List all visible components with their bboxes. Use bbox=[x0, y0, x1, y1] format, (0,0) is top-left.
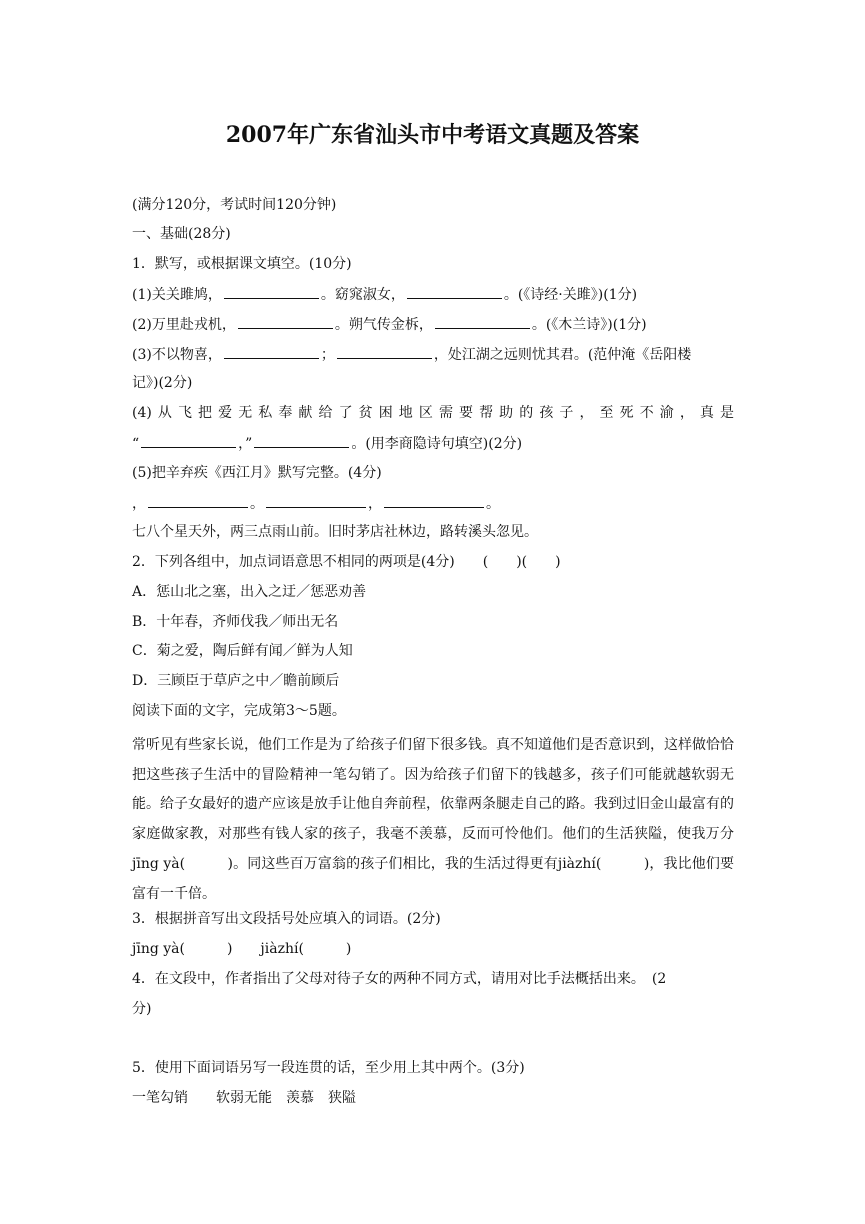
fill-blank[interactable] bbox=[384, 493, 484, 508]
text-segment: “ bbox=[132, 436, 140, 452]
text-segment: 。(《木兰诗》)(1分) bbox=[531, 317, 647, 333]
text-segment: ， bbox=[132, 496, 146, 512]
question-5-stem: 5．使用下面词语另写一段连贯的话，至少用上其中两个。(3分) bbox=[132, 1060, 525, 1076]
question-1-part-4-cont bbox=[132, 433, 734, 454]
exam-intro: (满分120分，考试时间120分钟) bbox=[132, 197, 337, 213]
text-segment: ， bbox=[368, 496, 382, 512]
text-segment: 。窈窕淑女， bbox=[320, 287, 405, 303]
question-1-part-1 bbox=[132, 284, 734, 305]
question-2-stem: 2．下列各组中，加点词语意思不相同的两项是(4分) ( )( ) bbox=[132, 554, 561, 570]
text-segment: 。 bbox=[486, 496, 500, 512]
text-segment: 。(用李商隐诗句填空)(2分) bbox=[351, 436, 523, 452]
fill-blank[interactable] bbox=[254, 433, 349, 448]
question-1-part-2 bbox=[132, 314, 734, 335]
question-1-part-5-blanks bbox=[132, 493, 734, 514]
text-segment: ； bbox=[320, 347, 335, 363]
fill-blank[interactable] bbox=[435, 314, 530, 329]
question-1-part-3-cont: 记》)(2分) bbox=[132, 375, 193, 391]
fill-blank[interactable] bbox=[141, 433, 236, 448]
reading-instruction: 阅读下面的文字，完成第3～5题。 bbox=[132, 703, 346, 719]
text-segment: 。朔气传金柝， bbox=[334, 317, 433, 333]
poem-line: 七八个星天外，两三点雨山前。旧时茅店社林边，路转溪头忽见。 bbox=[132, 524, 538, 540]
question-4-stem: 4．在文段中，作者指出了父母对待子女的两种不同方式，请用对比手法概括出来。 (2 bbox=[132, 971, 667, 987]
fill-blank[interactable] bbox=[148, 493, 248, 508]
text-segment: 。 bbox=[250, 496, 264, 512]
fill-blank[interactable] bbox=[407, 284, 502, 299]
option-d: D．三顾臣于草庐之中／瞻前顾后 bbox=[132, 673, 340, 689]
question-1-part-5: (5)把辛弃疾《西江月》默写完整。(4分) bbox=[132, 465, 382, 481]
fill-blank[interactable] bbox=[266, 493, 366, 508]
option-b: B．十年春，齐师伐我／师出无名 bbox=[132, 614, 339, 630]
option-c: C．菊之爱，陶后鲜有闻／鲜为人知 bbox=[132, 643, 353, 659]
fill-blank[interactable] bbox=[224, 284, 319, 299]
fill-blank[interactable] bbox=[337, 344, 432, 359]
text-segment: 。(《诗经·关雎》)(1分) bbox=[503, 287, 638, 303]
question-3-stem: 3．根据拼音写出文段括号处应填入的词语。(2分) bbox=[132, 911, 441, 927]
document-title: 2007年广东省汕头市中考语文真题及答案 bbox=[225, 122, 640, 148]
text-segment: (1)关关雎鸠， bbox=[132, 287, 222, 303]
question-1-part-4: (4)从飞把爱无私奉献给了贫困地区需要帮助的孩子，至死不渝，真是 bbox=[132, 405, 734, 421]
text-segment: (3)不以物喜， bbox=[132, 347, 222, 363]
question-4-stem-cont: 分) bbox=[132, 1001, 152, 1017]
text-segment: ，” bbox=[238, 436, 253, 452]
question-1-part-3 bbox=[132, 344, 734, 365]
question-5-words: 一笔勾销 软弱无能 羡慕 狭隘 bbox=[132, 1090, 356, 1106]
text-segment: ，处江湖之远则忧其君。(范仲淹《岳阳楼 bbox=[433, 347, 692, 363]
question-1-stem: 1．默写，或根据课文填空。(10分) bbox=[132, 256, 352, 272]
fill-blank[interactable] bbox=[224, 344, 319, 359]
option-a: A．惩山北之塞，出入之迂／惩恶劝善 bbox=[132, 584, 367, 600]
text-segment: (2)万里赴戎机， bbox=[132, 317, 236, 333]
fill-blank[interactable] bbox=[238, 314, 333, 329]
question-3-answer-line: jīng yà( ) jiàzhí( ) bbox=[132, 941, 352, 957]
section-heading: 一、基础(28分) bbox=[132, 226, 231, 242]
reading-passage: 常听见有些家长说，他们工作是为了给孩子们留下很多钱。真不知道他们是否意识到，这样做恰恰把这些孩子生活中的冒险精神一笔勾销了。因为给孩子们留下的钱越多，孩子们可能就越软弱无能。给子女最好的遗产应该是放手让他自奔前程，依靠两条腿走自己的路。我到过旧金山最富有的家庭做家教，对那些有钱人家的孩子，我毫不羡慕，反而可怜他们。他们的生活狭隘，使我万分jīng yà( )。同这些百万富翁的孩子们相比，我的生活过得更有jiàzhí( )，我比他们要富有一千倍。 bbox=[132, 737, 734, 902]
